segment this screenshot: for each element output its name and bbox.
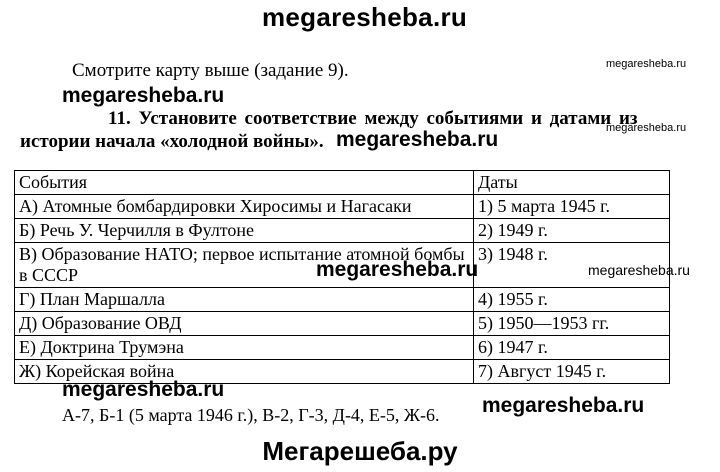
date-cell: 3) 1948 г.: [474, 243, 670, 288]
watermark-top: megaresheba.ru: [262, 2, 468, 32]
date-cell: 4) 1955 г.: [474, 288, 670, 312]
event-cell: Б) Речь У. Черчилля в Фултоне: [15, 219, 474, 243]
event-cell: Е) Доктрина Трумэна: [15, 336, 474, 360]
task-line-1: 11. Установите соответствие между событиями и датами из: [108, 108, 638, 129]
task-line-2: истории начала «холодной войны».: [20, 131, 324, 152]
watermark-bottom-right: megaresheba.ru: [482, 394, 645, 417]
table-row: [15, 195, 670, 219]
watermark-bottom-left: megaresheba.ru: [62, 378, 225, 401]
answer-text: А-7, Б-1 (5 марта 1946 г.), В-2, Г-3, Д-4, Е-5, Ж-6.: [62, 405, 440, 425]
event-cell: Г) План Маршалла: [15, 288, 474, 312]
date-cell: 2) 1949 г.: [474, 219, 670, 243]
table-header-row: [15, 171, 670, 195]
event-cell: В) Образование НАТО; первое испытание атомной бомбы в СССР: [15, 243, 474, 288]
watermark-right-2: megaresheba.ru: [606, 122, 687, 134]
date-cell: 5) 1950—1953 гг.: [474, 312, 670, 336]
table-row: [15, 336, 670, 360]
watermark-table-mid: megaresheba.ru: [316, 258, 479, 281]
footer-title: Мегарешеба.ру: [262, 436, 458, 466]
table-row: [15, 312, 670, 336]
watermark-table-right: megaresheba.ru: [588, 262, 690, 278]
table-row: [15, 219, 670, 243]
date-cell: 1) 5 марта 1945 г.: [474, 195, 670, 219]
watermark-left-1: megaresheba.ru: [62, 84, 225, 107]
note-text: Смотрите карту выше (задание 9).: [72, 60, 349, 81]
watermark-inline: megaresheba.ru: [336, 128, 499, 151]
event-cell: Ж) Корейская война: [15, 360, 474, 384]
event-cell: Д) Образование ОВД: [15, 312, 474, 336]
date-cell: 7) Август 1945 г.: [474, 360, 670, 384]
date-cell: 6) 1947 г.: [474, 336, 670, 360]
header-events: События: [15, 171, 474, 195]
watermark-right-1: megaresheba.ru: [606, 58, 687, 70]
table-row: [15, 288, 670, 312]
event-cell: А) Атомные бомбардировки Хиросимы и Нагасаки: [15, 195, 474, 219]
header-dates: Даты: [474, 171, 670, 195]
